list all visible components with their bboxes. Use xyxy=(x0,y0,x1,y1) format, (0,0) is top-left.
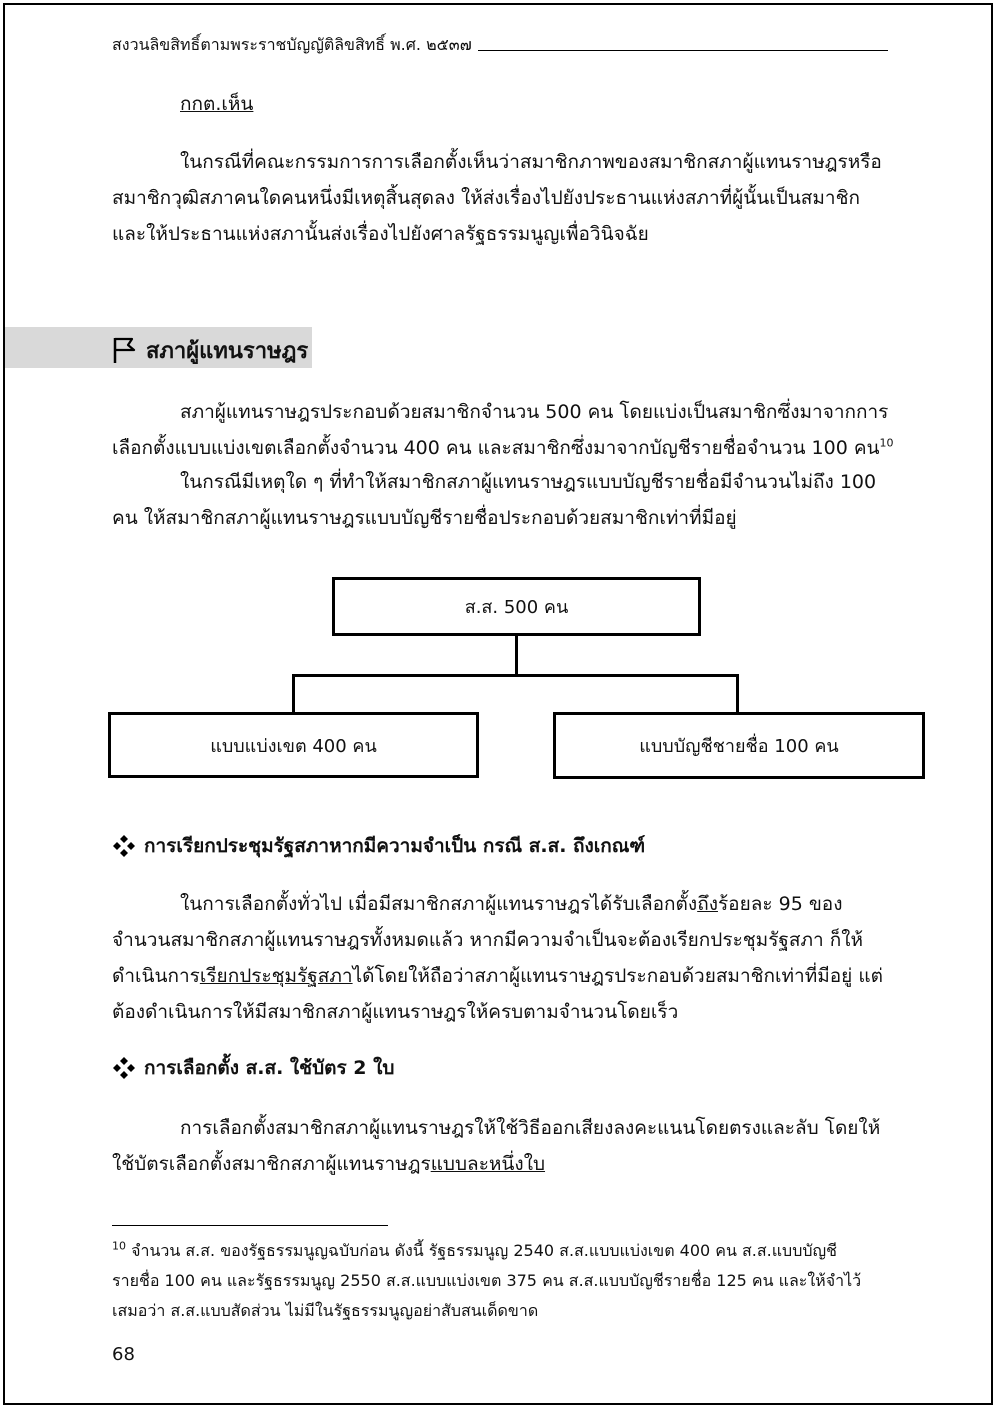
section-p1-line-2: เลือกตั้งแบบแบ่งเขตเลือกตั้งจำนวน 400 คน และสมาชิกซึ่งมาจากบัญชีรายชื่อจำนวน 100 คน$^{10}$ xyxy=(112,436,894,459)
diamond-bullet-icon xyxy=(112,834,136,858)
intro-paragraph-line-3: และให้ประธานแห่งสภานั้นส่งเรื่องไปยังศาลรัฐธรรมนูญเพื่อวินิจฉัย xyxy=(112,223,649,245)
subsection-1-line-4: ต้องดำเนินการให้มีสมาชิกสภาผู้แทนราษฎรให้ครบตามจำนวนโดยเร็ว xyxy=(112,1001,679,1023)
section-title: สภาผู้แทนราษฎร xyxy=(146,338,309,364)
footnote-reference[interactable]: 10 xyxy=(879,436,894,450)
section-p2-line-1: ในกรณีมีเหตุใด ๆ ที่ทำให้สมาชิกสภาผู้แทนราษฎรแบบบัญชีรายชื่อมีจำนวนไม่ถึง 100 xyxy=(180,471,877,493)
page-number: 68 xyxy=(112,1344,135,1365)
intro-paragraph-line-1: ในกรณีที่คณะกรรมการการเลือกตั้งเห็นว่าสมาชิกภาพของสมาชิกสภาผู้แทนราษฎรหรือ xyxy=(180,151,882,173)
footnote-line-2: รายชื่อ 100 คน และรัฐธรรมนูญ 2550 ส.ส.แบบแบ่งเขต 375 คน ส.ส.แบบบัญชีรายชื่อ 125 คน และให้จำไว้ xyxy=(112,1271,862,1290)
intro-subheading: กกต.เห็น xyxy=(180,93,254,115)
footnote-number: 10 xyxy=(112,1239,126,1253)
diagram-connector-left xyxy=(292,674,295,713)
diagram-connector-right xyxy=(736,674,739,713)
footnote-line-3: เสมอว่า ส.ส.แบบสัดส่วน ไม่มีในรัฐธรรมนูญอย่าสับสนเด็ดขาด xyxy=(112,1301,539,1320)
section-p1-line-1: สภาผู้แทนราษฎรประกอบด้วยสมาชิกจำนวน 500 คน โดยแบ่งเป็นสมาชิกซึ่งมาจากการ xyxy=(180,401,889,423)
diagram-root-node: ส.ส. 500 คน xyxy=(332,577,701,636)
subsection-1-line-1: ในการเลือกตั้งทั่วไป เมื่อมีสมาชิกสภาผู้แทนราษฎรได้รับเลือกตั้งถึงร้อยละ 95 ของ xyxy=(180,893,843,915)
diamond-bullet-icon xyxy=(112,1056,136,1080)
section-p2-line-2: คน ให้สมาชิกสภาผู้แทนราษฎรแบบบัญชีรายชื่อประกอบด้วยสมาชิกเท่าที่มีอยู่ xyxy=(112,507,737,529)
subsection-2-title: การเลือกตั้ง ส.ส. ใช้บัตร 2 ใบ xyxy=(144,1057,395,1079)
subsection-2-heading xyxy=(112,1052,394,1084)
footnote-line-1: $^{10}$ จำนวน ส.ส. ของรัฐธรรมนูญฉบับก่อน ดังนี้ รัฐธรรมนูญ 2540 ส.ส.แบบแบ่งเขต 400 คน ส.ส.แบบบัญชี xyxy=(112,1239,837,1260)
diagram-right-node: แบบบัญชีชายชื่อ 100 คน xyxy=(553,712,925,779)
subsection-1-title: การเรียกประชุมรัฐสภาหากมีความจำเป็น กรณี ส.ส. ถึงเกณฑ์ xyxy=(144,835,646,857)
subsection-1-line-3: ดำเนินการเรียกประชุมรัฐสภาได้โดยให้ถือว่าสภาผู้แทนราษฎรประกอบด้วยสมาชิกเท่าที่มีอยู่ แต่ xyxy=(112,965,883,987)
footnote-separator xyxy=(112,1225,388,1226)
running-header xyxy=(112,35,888,55)
flag-icon xyxy=(112,336,138,364)
running-title: สงวนลิขสิทธิ์ตามพระราชบัญญัติลิขสิทธิ์ พ.ศ. ๒๕๓๗ xyxy=(112,35,472,54)
section-heading xyxy=(112,333,308,367)
footnote xyxy=(112,1236,888,1326)
diagram-connector-vertical xyxy=(515,636,518,676)
diagram-left-node: แบบแบ่งเขต 400 คน xyxy=(108,712,479,778)
subsection-1-heading xyxy=(112,830,645,862)
intro-paragraph-line-2: สมาชิกวุฒิสภาคนใดคนหนึ่งมีเหตุสิ้นสุดลง ให้ส่งเรื่องไปยังประธานแห่งสภาที่ผู้นั้นเป็นสมาชิก xyxy=(112,187,860,209)
subsection-2-line-2: ใช้บัตรเลือกตั้งสมาชิกสภาผู้แทนราษฎรแบบละหนึ่งใบ xyxy=(112,1153,546,1175)
header-rule xyxy=(478,50,888,51)
subsection-1-line-2: จำนวนสมาชิกสภาผู้แทนราษฎรทั้งหมดแล้ว หากมีความจำเป็นจะต้องเรียกประชุมรัฐสภา ก็ให้ xyxy=(112,929,864,951)
diagram-connector-horizontal xyxy=(292,674,738,677)
subsection-2-line-1: การเลือกตั้งสมาชิกสภาผู้แทนราษฎรให้ใช้วิธีออกเสียงลงคะแนนโดยตรงและลับ โดยให้ xyxy=(180,1117,881,1139)
